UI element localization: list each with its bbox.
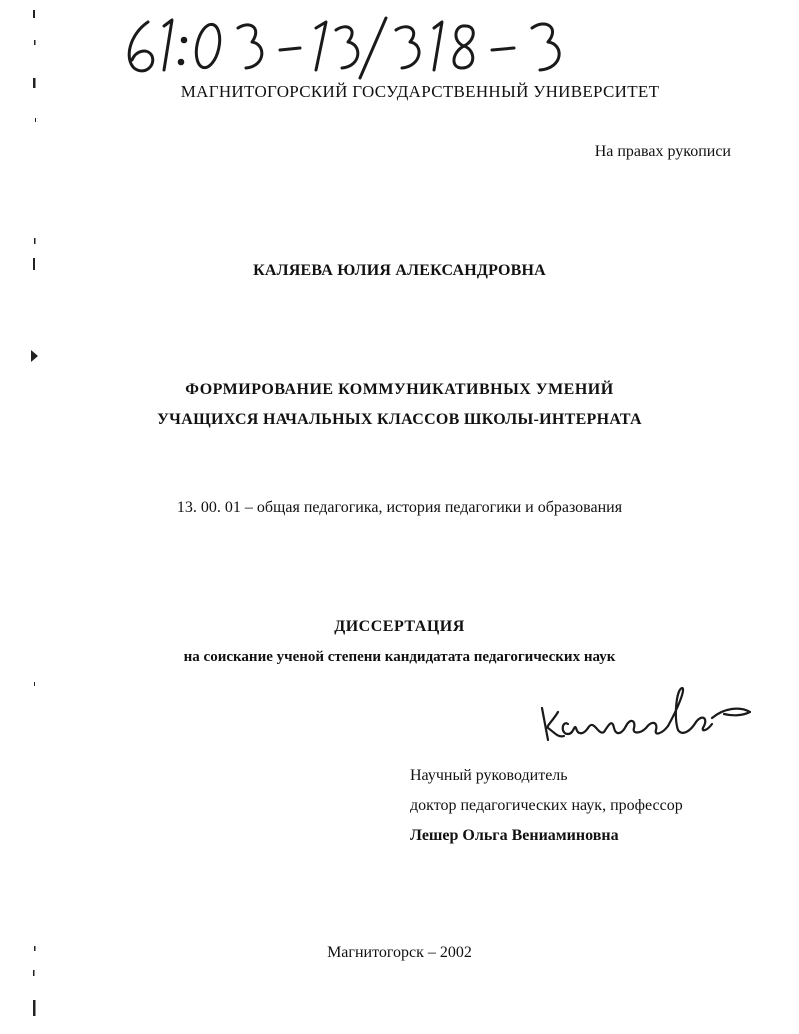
supervisor-rank: доктор педагогических наук, профессор xyxy=(410,797,683,814)
supervisor-role: Научный руководитель xyxy=(410,767,568,784)
thesis-title-line-2: УЧАЩИХСЯ НАЧАЛЬНЫХ КЛАССОВ ШКОЛЫ-ИНТЕРНАТА xyxy=(157,411,642,428)
manuscript-rights-note: На правах рукописи xyxy=(594,143,731,160)
degree-description: на соискание ученой степени кандидатата педагогических наук xyxy=(183,649,616,665)
university-name: МАГНИТОГОРСКИЙ ГОСУДАРСТВЕННЫЙ УНИВЕРСИТЕТ xyxy=(180,82,660,101)
handwritten-code-stamp xyxy=(120,12,590,82)
thesis-title-line-1: ФОРМИРОВАНИЕ КОММУНИКАТИВНЫХ УМЕНИЙ xyxy=(185,381,614,398)
specialty-code: 13. 00. 01 – общая педагогика, история педагогики и образования xyxy=(176,499,623,516)
city-year: Магнитогорск – 2002 xyxy=(327,944,472,961)
author-name: КАЛЯЕВА ЮЛИЯ АЛЕКСАНДРОВНА xyxy=(253,262,546,279)
author-signature xyxy=(528,678,760,748)
dissertation-label: ДИССЕРТАЦИЯ xyxy=(334,618,465,635)
supervisor-name: Лешер Ольга Вениаминовна xyxy=(410,827,619,844)
scan-artifacts xyxy=(0,0,60,1034)
